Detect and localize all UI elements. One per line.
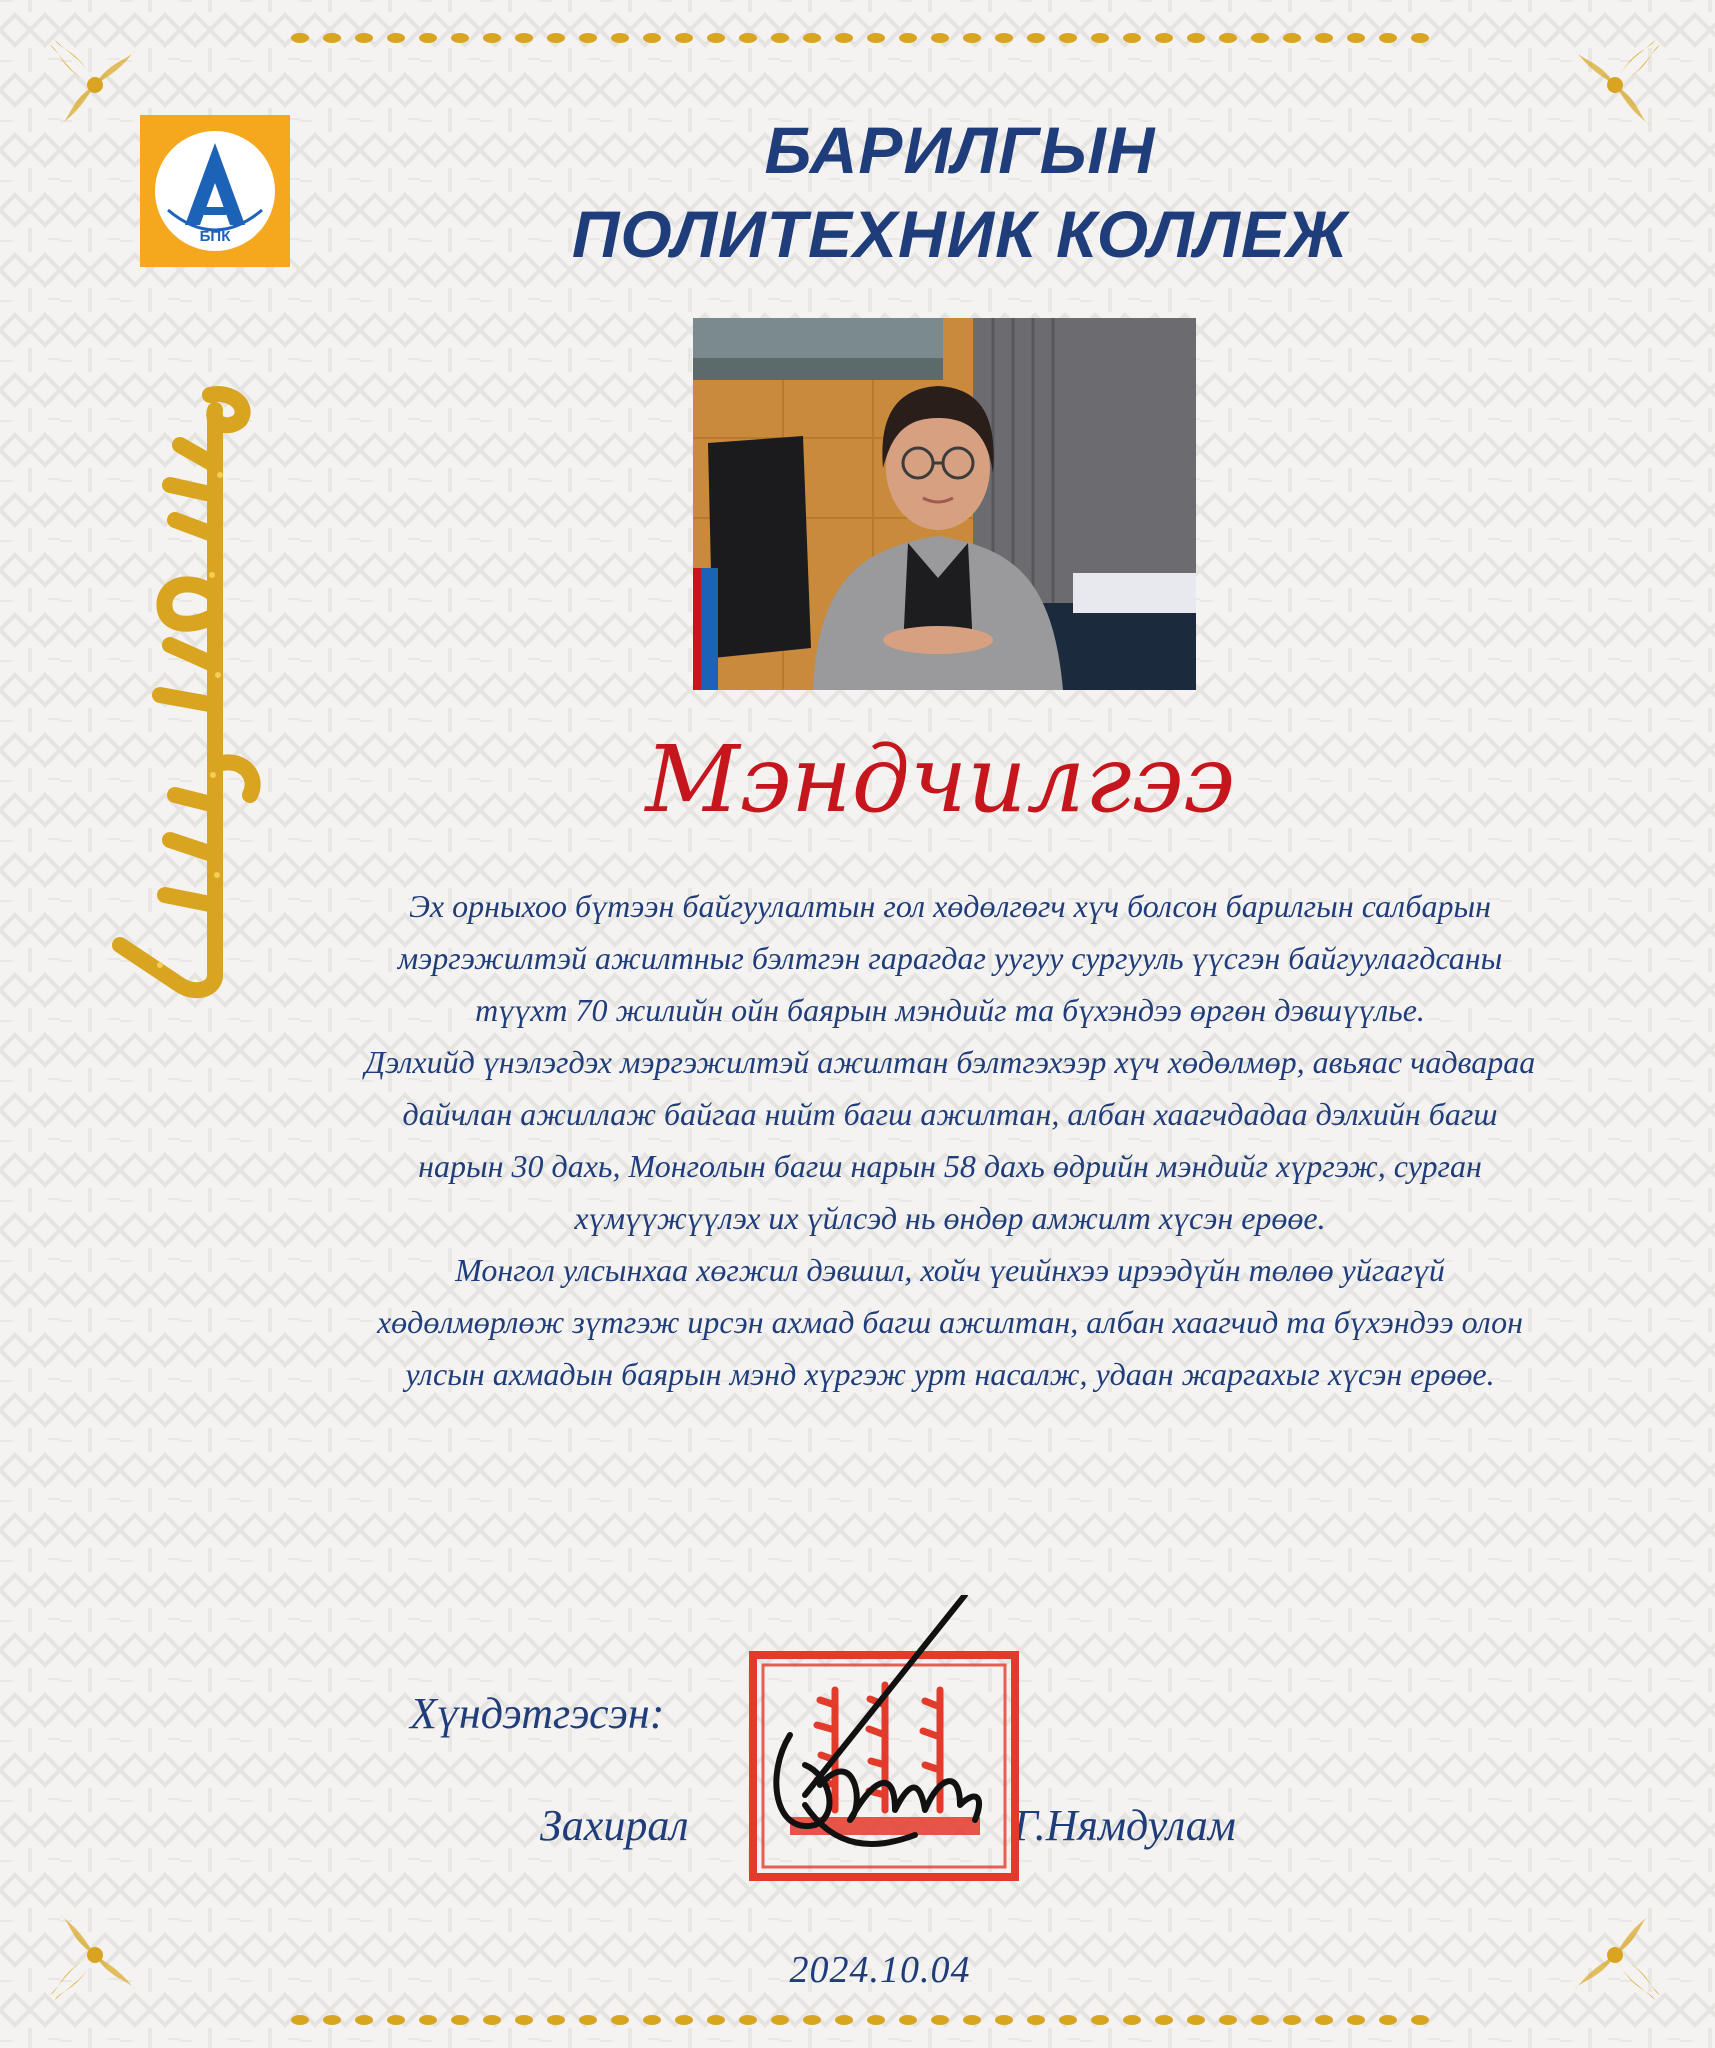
border-dot	[387, 33, 405, 43]
border-dot	[323, 2015, 341, 2025]
border-dot	[931, 2015, 949, 2025]
document-date: 2024.10.04	[789, 1949, 971, 1991]
director-name: Г.Нямдулам	[1013, 1801, 1236, 1850]
message-paragraph-1: Эх орныхоо бүтээн байгуулалтын гол хөдөлгөгч хүч болсон барилгын салбарын мэргэжилтэй ажилтныг бэлтгэн гарагдаг уугуу сургууль үүсгэн байгуулагдсаны түүхт 70 жилийн ойн баярын мэндийг та бүхэндээ өргөн дэвшүүлье.	[397, 888, 1503, 1028]
greeting-message	[360, 880, 1540, 1400]
border-dot	[995, 2015, 1013, 2025]
border-dot	[675, 33, 693, 43]
border-dot	[1123, 2015, 1141, 2025]
border-dot	[1251, 33, 1269, 43]
border-dot	[579, 33, 597, 43]
border-dot	[899, 33, 917, 43]
border-dot	[1123, 33, 1141, 43]
border-dot	[739, 2015, 757, 2025]
border-dot	[707, 33, 725, 43]
border-dot	[1187, 33, 1205, 43]
border-dot	[1219, 33, 1237, 43]
border-dot	[1411, 2015, 1429, 2025]
border-dot	[835, 2015, 853, 2025]
border-dot	[771, 33, 789, 43]
border-dot	[643, 33, 661, 43]
logo-emblem-icon	[140, 115, 290, 267]
border-dot	[1027, 33, 1045, 43]
border-dot	[1347, 2015, 1365, 2025]
college-title-line1: БАРИЛГЫН	[764, 113, 1156, 187]
regards-label: Хүндэтгэсэн:	[410, 1689, 665, 1738]
border-dot	[579, 2015, 597, 2025]
college-logo	[140, 115, 290, 267]
border-dot	[1091, 2015, 1109, 2025]
greeting-heading: Мэндчилгээ	[645, 726, 1235, 833]
border-dot	[1283, 33, 1301, 43]
border-dot	[963, 2015, 981, 2025]
border-dot	[1027, 2015, 1045, 2025]
border-dot	[483, 33, 501, 43]
border-dot	[1091, 33, 1109, 43]
corner-ornament-top-left	[40, 30, 150, 140]
message-paragraph-3: Монгол улсынхаа хөгжил дэвшил, хойч үеийнхээ ирээдүйн төлөө уйгагүй хөдөлмөрлөж зүтгэж ирсэн ахмад багш ажилтан, албан хаагчид та бүхэндээ олон улсын ахмадын баярын мэнд хүргэж урт насалж, удаан жаргахыг хүсэн ерөөе.	[376, 1252, 1524, 1392]
border-dot	[323, 33, 341, 43]
border-dot	[803, 33, 821, 43]
border-dot	[355, 2015, 373, 2025]
border-dot	[1315, 33, 1333, 43]
border-dot	[419, 2015, 437, 2025]
border-dot	[931, 33, 949, 43]
border-dot	[611, 2015, 629, 2025]
border-dot	[675, 2015, 693, 2025]
border-dot	[515, 33, 533, 43]
official-stamp	[745, 1595, 1025, 1885]
border-dot	[419, 33, 437, 43]
border-dot	[1283, 2015, 1301, 2025]
border-dot	[515, 2015, 533, 2025]
mongolian-script-decoration	[100, 375, 280, 1005]
border-dot	[1315, 2015, 1333, 2025]
border-dot	[1155, 2015, 1173, 2025]
border-dot	[1059, 2015, 1077, 2025]
director-photo	[693, 318, 1196, 690]
message-paragraph-2: Дэлхийд үнэлэгдэх мэргэжилтэй ажилтан бэлтгэхээр хүч хөдөлмөр, авьяас чадвараа дайчлан ажиллаж байгаа нийт багш ажилтан, албан хаагчдадаа дэлхийн багш нарын 30 дахь, Монголын багш нарын 58 дахь өдрийн мэндийг хүргэж, сурган хүмүүжүүлэх их үйлсэд нь өндөр амжилт хүсэн ерөөе.	[364, 1044, 1536, 1236]
border-dot	[803, 2015, 821, 2025]
college-title	[460, 108, 1460, 276]
border-dot	[1187, 2015, 1205, 2025]
corner-ornament-top-right	[1560, 30, 1670, 140]
college-title-line2: ПОЛИТЕХНИК КОЛЛЕЖ	[571, 197, 1349, 271]
border-dot	[611, 33, 629, 43]
bottom-dotted-border	[0, 2010, 1715, 2030]
border-dot	[1379, 33, 1397, 43]
border-dot	[291, 33, 309, 43]
corner-ornament-bottom-left	[40, 1900, 150, 2010]
border-dot	[1379, 2015, 1397, 2025]
border-dot	[771, 2015, 789, 2025]
border-dot	[387, 2015, 405, 2025]
border-dot	[739, 33, 757, 43]
border-dot	[547, 33, 565, 43]
border-dot	[1251, 2015, 1269, 2025]
border-dot	[451, 2015, 469, 2025]
border-dot	[899, 2015, 917, 2025]
border-dot	[547, 2015, 565, 2025]
border-dot	[867, 33, 885, 43]
border-dot	[1347, 33, 1365, 43]
border-dot	[1219, 2015, 1237, 2025]
logo-text: БПК	[199, 228, 231, 245]
border-dot	[451, 33, 469, 43]
border-dot	[963, 33, 981, 43]
border-dot	[643, 2015, 661, 2025]
border-dot	[707, 2015, 725, 2025]
border-dot	[835, 33, 853, 43]
border-dot	[1155, 33, 1173, 43]
border-dot	[867, 2015, 885, 2025]
border-dot	[995, 33, 1013, 43]
border-dot	[291, 2015, 309, 2025]
border-dot	[483, 2015, 501, 2025]
corner-ornament-bottom-right	[1560, 1900, 1670, 2010]
border-dot	[355, 33, 373, 43]
border-dot	[1411, 33, 1429, 43]
border-dot	[1059, 33, 1077, 43]
top-dotted-border	[0, 28, 1715, 48]
position-label: Захирал	[540, 1801, 689, 1850]
